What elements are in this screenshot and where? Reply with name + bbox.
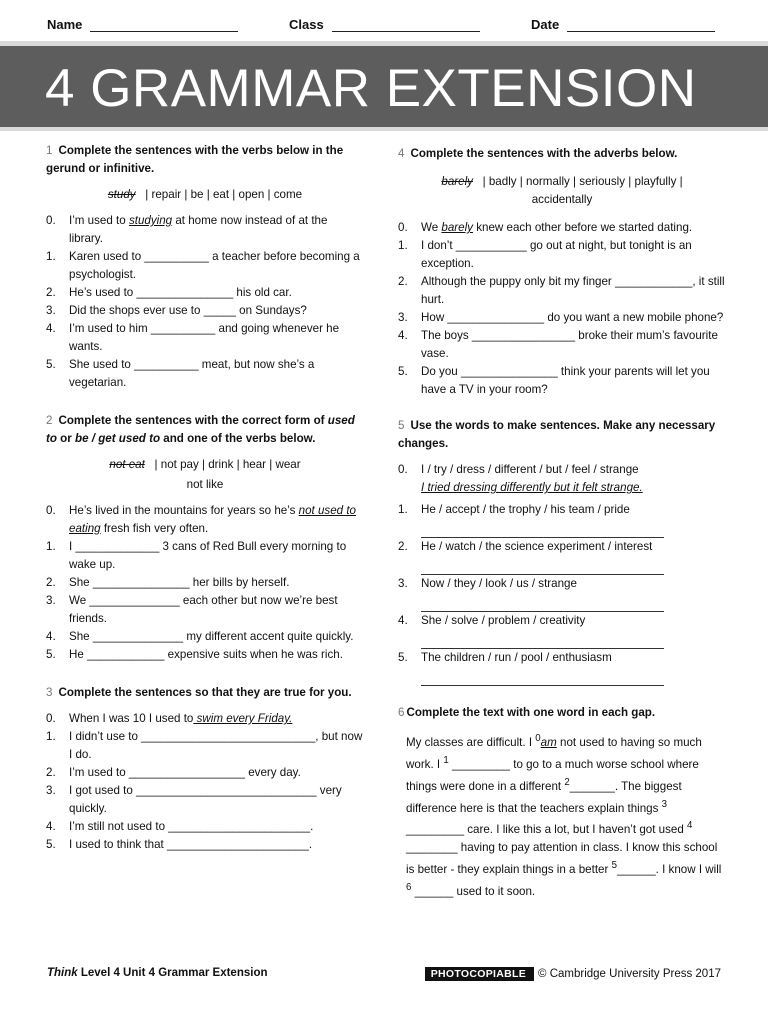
list-item[interactable] bbox=[46, 592, 364, 628]
section-1-instruction bbox=[46, 142, 364, 178]
section-3-instruction bbox=[46, 684, 364, 702]
example-answer: swim every Friday. bbox=[193, 712, 293, 725]
right-column bbox=[398, 145, 726, 917]
photocopiable-badge: PHOTOCOPIABLE bbox=[425, 967, 534, 981]
list-item[interactable] bbox=[398, 363, 726, 399]
list-item[interactable] bbox=[46, 764, 364, 782]
list-item bbox=[46, 502, 364, 538]
name-line[interactable] bbox=[90, 17, 238, 32]
list-item bbox=[398, 461, 726, 479]
answer-line[interactable] bbox=[421, 519, 664, 538]
item-number: 1. bbox=[46, 730, 56, 743]
item-number: 3. bbox=[398, 311, 408, 324]
footer-copyright bbox=[425, 967, 721, 981]
para-text: not used to having so much work. I bbox=[406, 735, 702, 771]
item-number: 1. bbox=[46, 540, 56, 553]
para-text: _________ to go to a much worse school where things were done in a different bbox=[406, 757, 699, 793]
book-title: Think bbox=[47, 967, 78, 979]
item-text: She _______________ her bills by herself. bbox=[69, 576, 290, 589]
gap-fill-paragraph[interactable] bbox=[406, 730, 726, 901]
item-number: 4. bbox=[46, 630, 56, 643]
list-item[interactable] bbox=[46, 248, 364, 284]
section-number: 6 bbox=[398, 706, 405, 719]
section-5-instruction bbox=[398, 417, 726, 453]
section-2 bbox=[46, 412, 364, 664]
item-text: He ____________ expensive suits when he was rich. bbox=[69, 648, 343, 661]
item-number: 5. bbox=[46, 358, 56, 371]
item-number: 5. bbox=[46, 648, 56, 661]
item-text: We ______________ each other but now we’re best friends. bbox=[69, 594, 338, 625]
section-number: 2 bbox=[46, 414, 53, 427]
item-text: I didn’t use to ___________________________, but now I do. bbox=[69, 730, 363, 761]
section-6-instruction bbox=[398, 704, 726, 722]
example-answer: not used to eating bbox=[69, 504, 357, 535]
item-text: She / solve / problem / creativity bbox=[421, 614, 586, 627]
item-text bbox=[421, 219, 726, 237]
word-box bbox=[46, 186, 364, 204]
instruction-text: Complete the sentences so that they are true for you. bbox=[58, 686, 352, 699]
gap-number: 3 bbox=[661, 798, 668, 810]
list-item bbox=[398, 219, 726, 237]
item-text bbox=[69, 212, 364, 248]
list-item[interactable] bbox=[46, 836, 364, 854]
item-number: 4. bbox=[46, 322, 56, 335]
list-item[interactable] bbox=[46, 728, 364, 764]
date-field[interactable] bbox=[531, 17, 715, 32]
word-box bbox=[398, 173, 726, 191]
item-text: I used to think that ______________________. bbox=[69, 838, 313, 851]
para-text: ________ having to pay attention in class. I know this school is better - they explain things in a better bbox=[406, 841, 718, 877]
instruction-emph: used to bbox=[46, 414, 355, 445]
section-4 bbox=[398, 145, 726, 399]
item-text bbox=[69, 710, 364, 728]
gap-number: 6 bbox=[406, 882, 412, 894]
title-banner bbox=[0, 41, 768, 131]
item-text: I’m still not used to ______________________. bbox=[69, 820, 314, 833]
item-post: at home now instead of at the library. bbox=[69, 214, 328, 245]
item-text: Karen used to __________ a teacher before becoming a psychologist. bbox=[69, 250, 360, 281]
class-field[interactable] bbox=[289, 17, 480, 32]
item-text: She used to __________ meat, but now she’s a vegetarian. bbox=[69, 358, 315, 389]
gap-number: 0 bbox=[535, 733, 541, 744]
answer-line[interactable] bbox=[421, 667, 664, 686]
item-pre: I’m used to bbox=[69, 214, 129, 227]
section-6 bbox=[398, 704, 726, 901]
example-answer: I tried dressing differently but it felt strange. bbox=[421, 481, 643, 494]
list-item bbox=[398, 575, 726, 593]
item-text: Do you _______________ think your parents will let you have a TV in your room? bbox=[421, 365, 710, 396]
item-number: 3. bbox=[46, 594, 56, 607]
example-answer: barely bbox=[441, 221, 473, 234]
list-item bbox=[398, 479, 726, 497]
item-text: The boys ________________ broke their mum’s favourite vase. bbox=[421, 329, 718, 360]
list-item[interactable] bbox=[398, 327, 726, 363]
list-item[interactable] bbox=[398, 273, 726, 309]
item-number: 0. bbox=[398, 221, 408, 234]
word-list: | not pay | drink | hear | wear bbox=[154, 458, 301, 471]
list-item[interactable] bbox=[46, 320, 364, 356]
item-text: I got used to ____________________________ very quickly. bbox=[69, 784, 342, 815]
date-label: Date bbox=[531, 17, 560, 32]
struck-word: barely bbox=[441, 175, 473, 188]
item-text: He / watch / the science experiment / interest bbox=[421, 540, 653, 553]
section-1 bbox=[46, 142, 364, 392]
instruction-text: Complete the text with one word in each gap. bbox=[406, 706, 656, 719]
footer-book-info bbox=[47, 967, 268, 979]
item-text: She ______________ my different accent quite quickly. bbox=[69, 630, 354, 643]
item-text: He / accept / the trophy / his team / pride bbox=[421, 503, 630, 516]
para-text: My classes are difficult. I bbox=[406, 735, 536, 749]
section-number: 4 bbox=[398, 147, 405, 160]
list-item bbox=[46, 710, 364, 728]
section-number: 1 bbox=[46, 144, 53, 157]
item-number: 1. bbox=[398, 239, 408, 252]
header-fields bbox=[47, 17, 721, 37]
list-item[interactable] bbox=[398, 309, 726, 327]
item-text: I _____________ 3 cans of Red Bull every morning to wake up. bbox=[69, 540, 347, 571]
class-line[interactable] bbox=[332, 17, 480, 32]
date-line[interactable] bbox=[567, 17, 715, 32]
item-number-spacer bbox=[398, 479, 421, 497]
section-4-instruction bbox=[398, 145, 726, 163]
item-number: 4. bbox=[46, 820, 56, 833]
gap-number: 1 bbox=[443, 754, 449, 766]
list-item bbox=[398, 649, 726, 667]
item-number: 2. bbox=[46, 576, 56, 589]
instruction-text: and one of the verbs below. bbox=[160, 432, 316, 445]
para-text: ______. I know I will bbox=[616, 863, 722, 877]
section-number: 5 bbox=[398, 419, 405, 432]
list-item[interactable] bbox=[46, 646, 364, 664]
instruction-text: Complete the sentences with the correct form of bbox=[58, 414, 328, 427]
list-item[interactable] bbox=[398, 237, 726, 273]
item-number: 2. bbox=[398, 540, 408, 553]
list-item bbox=[398, 501, 726, 519]
item-number: 3. bbox=[398, 577, 408, 590]
para-text: _________ care. I like this a lot, but I haven’t got used bbox=[406, 823, 688, 837]
instruction-text: Complete the sentences with the verbs below in the gerund or infinitive. bbox=[46, 144, 344, 175]
list-item bbox=[46, 212, 364, 248]
word-box-line2: not like bbox=[186, 478, 224, 491]
item-number: 2. bbox=[398, 275, 408, 288]
item-number: 1. bbox=[46, 250, 56, 263]
instruction-text: Complete the sentences with the adverbs below. bbox=[410, 147, 678, 160]
item-pre: We bbox=[421, 221, 442, 234]
item-number: 4. bbox=[398, 329, 408, 342]
item-text: I / try / dress / different / but / feel / strange bbox=[421, 463, 639, 476]
list-item[interactable] bbox=[46, 628, 364, 646]
item-number: 5. bbox=[46, 838, 56, 851]
list-item bbox=[398, 612, 726, 630]
item-text: I’m used to __________________ every day. bbox=[69, 766, 301, 779]
item-number: 2. bbox=[46, 766, 56, 779]
gap-number: 5 bbox=[611, 860, 617, 872]
item-text: Although the puppy only bit my finger ____________, it still hurt. bbox=[421, 275, 725, 306]
list-item[interactable] bbox=[46, 574, 364, 592]
section-2-instruction bbox=[46, 412, 364, 448]
item-number: 0. bbox=[398, 463, 408, 476]
answer-line[interactable] bbox=[421, 556, 664, 575]
item-pre: He’s lived in the mountains for years so he’s bbox=[69, 504, 299, 517]
item-number: 0. bbox=[46, 214, 56, 227]
list-item[interactable] bbox=[46, 302, 364, 320]
item-text: I’m used to him __________ and going whenever he wants. bbox=[69, 322, 340, 353]
section-5 bbox=[398, 417, 726, 686]
item-text: How _______________ do you want a new mobile phone? bbox=[421, 311, 724, 324]
item-number: 0. bbox=[46, 504, 56, 517]
para-text: _______. The biggest difference here is that the teachers explain things bbox=[406, 779, 682, 815]
item-pre: When I was 10 I used to bbox=[69, 712, 194, 725]
item-text: I don’t ___________ go out at night, but tonight is an exception. bbox=[421, 239, 692, 270]
item-text: Now / they / look / us / strange bbox=[421, 577, 577, 590]
item-text: The children / run / pool / enthusiasm bbox=[421, 651, 612, 664]
list-item[interactable] bbox=[46, 818, 364, 836]
instruction-text: or bbox=[56, 432, 75, 445]
word-list: | repair | be | eat | open | come bbox=[145, 188, 303, 201]
word-list: | badly | normally | seriously | playfully | bbox=[482, 175, 683, 188]
name-label: Name bbox=[47, 17, 83, 32]
item-number: 5. bbox=[398, 651, 408, 664]
list-item bbox=[398, 538, 726, 556]
name-field[interactable] bbox=[47, 17, 238, 32]
gap-number: 2 bbox=[564, 776, 570, 788]
struck-word: study bbox=[107, 188, 136, 201]
answer-line[interactable] bbox=[421, 630, 664, 649]
list-item[interactable] bbox=[46, 538, 364, 574]
list-item[interactable] bbox=[46, 356, 364, 392]
class-label: Class bbox=[289, 17, 324, 32]
unit-info: Level 4 Unit 4 Grammar Extension bbox=[77, 967, 268, 979]
example-answer: am bbox=[540, 735, 557, 749]
section-3 bbox=[46, 684, 364, 854]
para-text: ______ used to it soon. bbox=[411, 885, 536, 899]
example-answer: studying bbox=[128, 214, 173, 227]
instruction-text: Use the words to make sentences. Make any necessary changes. bbox=[398, 419, 716, 450]
copyright-text: © Cambridge University Press 2017 bbox=[538, 968, 721, 980]
list-item[interactable] bbox=[46, 284, 364, 302]
item-text: He’s used to _______________ his old car. bbox=[69, 286, 292, 299]
item-number: 4. bbox=[398, 614, 408, 627]
instruction-emph: be / get used to bbox=[75, 432, 161, 445]
list-item[interactable] bbox=[46, 782, 364, 818]
answer-line[interactable] bbox=[421, 593, 664, 612]
item-post: fresh fish very often. bbox=[100, 522, 209, 535]
item-number: 0. bbox=[46, 712, 56, 725]
item-number: 5. bbox=[398, 365, 408, 378]
item-post: knew each other before we started dating. bbox=[472, 221, 693, 234]
item-number: 3. bbox=[46, 784, 56, 797]
left-column bbox=[46, 142, 364, 870]
item-number: 2. bbox=[46, 286, 56, 299]
word-box bbox=[46, 456, 364, 474]
word-box-line2: accidentally bbox=[531, 193, 593, 206]
item-number: 3. bbox=[46, 304, 56, 317]
struck-word: not eat bbox=[109, 458, 145, 471]
item-number: 1. bbox=[398, 503, 408, 516]
item-text bbox=[69, 502, 364, 538]
section-number: 3 bbox=[46, 686, 53, 699]
gap-number: 4 bbox=[687, 820, 693, 832]
item-text: Did the shops ever use to _____ on Sundays? bbox=[69, 304, 307, 317]
page-title: 4 GRAMMAR EXTENSION bbox=[45, 59, 697, 118]
